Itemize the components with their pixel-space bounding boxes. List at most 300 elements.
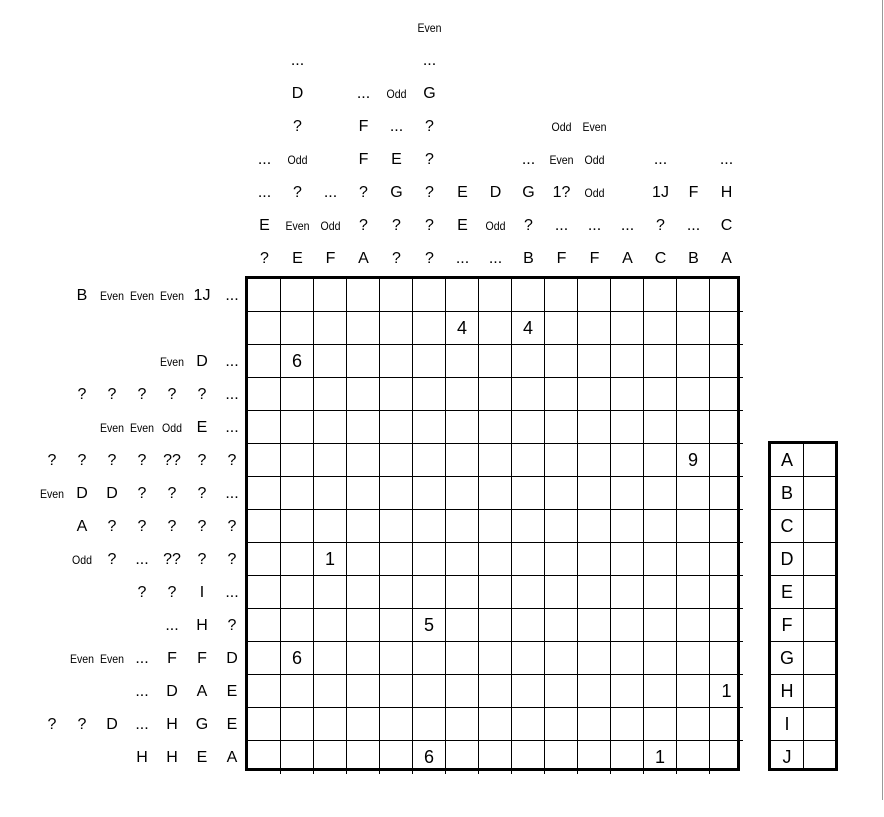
row-clue: ? [227,550,237,568]
grid-cell[interactable] [479,675,512,708]
row-clue: ? [227,616,237,634]
grid-cell[interactable] [677,444,710,477]
grid-cell[interactable] [644,411,677,444]
grid-cell[interactable] [545,477,578,510]
grid-cell[interactable] [446,609,479,642]
column-clue: ... [257,151,272,168]
column-clue: Even [285,219,310,233]
row-clue: ... [165,616,179,634]
grid-cell[interactable] [545,741,578,774]
given-number: 5 [423,614,434,635]
grid-cell[interactable] [710,576,743,609]
grid-cell[interactable] [413,345,446,378]
grid-cell[interactable] [347,609,380,642]
grid-cell[interactable] [380,741,413,774]
grid-cell[interactable] [446,279,479,312]
grid-cell[interactable] [446,477,479,510]
grid-cell[interactable] [314,642,347,675]
grid-cell[interactable] [710,444,743,477]
grid-cell[interactable] [281,378,314,411]
grid-cell[interactable] [677,741,710,774]
grid-cell[interactable] [545,609,578,642]
column-clue: F [358,151,369,168]
grid-cell[interactable] [611,741,644,774]
answer-input-cell[interactable] [804,510,835,543]
grid-cell[interactable] [314,675,347,708]
row-clue: Even [159,354,185,369]
grid-cell[interactable] [413,609,446,642]
row-clue: A [226,748,238,766]
grid-cell[interactable] [248,279,281,312]
given-number: 6 [291,350,302,371]
grid-cell[interactable] [413,378,446,411]
grid-cell[interactable] [710,543,743,576]
grid-cell[interactable] [710,378,743,411]
answer-label: D [771,543,803,576]
grid-cell[interactable] [446,312,479,345]
answer-label: A [771,444,803,477]
grid-cell[interactable] [545,378,578,411]
grid-cell[interactable] [248,411,281,444]
row-clue: ? [227,517,237,535]
grid-cell[interactable] [347,642,380,675]
column-clue: ... [290,52,305,69]
column-clue: Even [582,120,607,134]
grid-cell[interactable] [578,279,611,312]
grid-cell[interactable] [413,312,446,345]
column-clue: Even [417,21,442,35]
grid-cell[interactable] [644,477,677,510]
column-clue: ... [422,52,437,69]
grid-cell[interactable] [578,411,611,444]
grid-cell[interactable] [512,708,545,741]
grid-cell[interactable] [347,675,380,708]
answer-input-cell[interactable] [804,642,835,675]
grid-cell[interactable] [281,543,314,576]
column-clue: F [688,184,699,201]
answer-input-cell[interactable] [804,675,835,708]
grid-cell[interactable] [644,279,677,312]
answer-input-cell[interactable] [804,543,835,576]
column-clue: G [390,184,403,201]
grid-cell[interactable] [578,312,611,345]
column-clue: A [721,250,732,267]
grid-cell[interactable] [677,609,710,642]
grid-cell[interactable] [380,543,413,576]
grid-cell[interactable] [314,279,347,312]
answer-panel [768,441,838,771]
grid-cell[interactable] [281,609,314,642]
grid-cell[interactable] [512,312,545,345]
grid-cell[interactable] [446,675,479,708]
grid-cell[interactable] [611,609,644,642]
grid-cell[interactable] [578,642,611,675]
grid-cell[interactable] [314,741,347,774]
grid-cell[interactable] [710,411,743,444]
grid-cell[interactable] [710,708,743,741]
grid-cell[interactable] [644,378,677,411]
grid-cell[interactable] [314,609,347,642]
grid-cell[interactable] [413,741,446,774]
grid-cell[interactable] [644,345,677,378]
row-clue: ... [135,682,149,700]
grid-cell[interactable] [479,279,512,312]
grid-cell[interactable] [281,510,314,543]
answer-label: F [771,609,803,642]
grid-cell[interactable] [281,576,314,609]
grid-cell[interactable] [479,609,512,642]
grid-cell[interactable] [380,279,413,312]
grid-cell[interactable] [611,642,644,675]
grid-cell[interactable] [644,609,677,642]
grid-cell[interactable] [677,411,710,444]
grid-cell[interactable] [479,378,512,411]
grid-cell[interactable] [611,345,644,378]
grid-cell[interactable] [578,378,611,411]
grid-cell[interactable] [644,312,677,345]
row-clue: F [197,649,207,667]
grid-cell[interactable] [611,543,644,576]
grid-cell[interactable] [611,411,644,444]
grid-cell[interactable] [314,411,347,444]
grid-cell[interactable] [479,708,512,741]
grid-cell[interactable] [677,510,710,543]
grid-cell[interactable] [446,510,479,543]
row-clue: ? [77,385,87,403]
column-clue: G [423,85,436,102]
grid-cell[interactable] [248,543,281,576]
grid-cell[interactable] [413,279,446,312]
grid-cell[interactable] [611,312,644,345]
grid-cell[interactable] [347,279,380,312]
grid-cell[interactable] [248,378,281,411]
grid-cell[interactable] [281,708,314,741]
grid-cell[interactable] [314,576,347,609]
answer-input-cell[interactable] [804,576,835,609]
column-clue: 1? [552,184,571,201]
grid-cell[interactable] [446,642,479,675]
grid-cell[interactable] [512,510,545,543]
grid-cell[interactable] [578,477,611,510]
row-clue: ? [107,385,117,403]
grid-cell[interactable] [578,345,611,378]
grid-cell[interactable] [611,510,644,543]
grid-cell[interactable] [347,708,380,741]
grid-cell[interactable] [545,510,578,543]
grid-cell[interactable] [314,708,347,741]
grid-cell[interactable] [611,378,644,411]
grid-cell[interactable] [446,708,479,741]
grid-cell[interactable] [545,642,578,675]
grid-cell[interactable] [512,576,545,609]
grid-cell[interactable] [347,510,380,543]
grid-cell[interactable] [413,444,446,477]
grid-cell[interactable] [611,708,644,741]
grid-cell[interactable] [314,477,347,510]
grid-cell[interactable] [281,675,314,708]
grid-cell[interactable] [314,345,347,378]
grid-cell[interactable] [512,345,545,378]
row-clue: ? [167,385,177,403]
grid-cell[interactable] [578,576,611,609]
grid-cell[interactable] [578,741,611,774]
grid-cell[interactable] [512,279,545,312]
grid-cell[interactable] [281,477,314,510]
answer-input-cell[interactable] [804,609,835,642]
grid-cell[interactable] [644,642,677,675]
answer-label: H [771,675,803,708]
grid-cell[interactable] [512,609,545,642]
row-clue: I [199,583,205,601]
grid-cell[interactable] [281,279,314,312]
grid-cell[interactable] [347,576,380,609]
grid-cell[interactable] [446,345,479,378]
grid-cell[interactable] [710,675,743,708]
grid-cell[interactable] [380,444,413,477]
grid-cell[interactable] [677,543,710,576]
grid-cell[interactable] [545,411,578,444]
grid-cell[interactable] [512,378,545,411]
answer-input-cell[interactable] [804,741,835,774]
grid-cell[interactable] [479,510,512,543]
row-clue: H [196,616,208,634]
grid-cell[interactable] [380,510,413,543]
grid-cell[interactable] [446,576,479,609]
grid-cell[interactable] [347,543,380,576]
grid-cell[interactable] [380,576,413,609]
row-clue: E [196,418,208,436]
grid-cell[interactable] [248,675,281,708]
grid-cell[interactable] [677,675,710,708]
grid-cell[interactable] [545,312,578,345]
column-clue: 1J [652,184,669,201]
column-clue: Odd [320,219,341,233]
grid-cell[interactable] [512,675,545,708]
grid-cell[interactable] [677,279,710,312]
grid-cell[interactable] [248,708,281,741]
grid-cell[interactable] [446,411,479,444]
grid-cell[interactable] [479,444,512,477]
grid-cell[interactable] [644,510,677,543]
answer-input-cell[interactable] [804,444,835,477]
row-clue: Even [39,486,65,501]
given-number: 9 [687,449,698,470]
grid-cell[interactable] [446,543,479,576]
row-clue: ? [107,451,117,469]
grid-cell[interactable] [314,543,347,576]
grid-cell[interactable] [479,411,512,444]
grid-cell[interactable] [545,576,578,609]
grid-cell[interactable] [677,576,710,609]
grid-cell[interactable] [380,609,413,642]
grid-cell[interactable] [710,510,743,543]
grid-cell[interactable] [380,708,413,741]
grid-cell[interactable] [347,378,380,411]
column-clue: F [325,250,336,267]
row-clue: ... [225,484,239,502]
grid-cell[interactable] [347,477,380,510]
grid-cell[interactable] [644,675,677,708]
grid-cell[interactable] [281,642,314,675]
page-right-border [882,0,883,800]
grid-cell[interactable] [710,642,743,675]
grid-cell[interactable] [314,510,347,543]
grid-cell[interactable] [413,708,446,741]
grid-cell[interactable] [611,576,644,609]
puzzle-grid [245,276,740,771]
grid-cell[interactable] [281,444,314,477]
grid-cell[interactable] [281,411,314,444]
grid-cell[interactable] [380,411,413,444]
grid-cell[interactable] [644,444,677,477]
grid-cell[interactable] [479,345,512,378]
grid-cell[interactable] [314,444,347,477]
grid-cell[interactable] [413,576,446,609]
grid-cell[interactable] [248,312,281,345]
grid-cell[interactable] [479,312,512,345]
grid-cell[interactable] [314,378,347,411]
grid-cell[interactable] [446,444,479,477]
grid-cell[interactable] [512,477,545,510]
column-clue: A [358,250,369,267]
grid-cell[interactable] [677,378,710,411]
row-clue: Odd [72,552,92,567]
grid-cell[interactable] [677,345,710,378]
grid-cell[interactable] [512,411,545,444]
grid-cell[interactable] [578,510,611,543]
grid-cell[interactable] [644,543,677,576]
column-clue: F [556,250,567,267]
grid-cell[interactable] [446,741,479,774]
grid-cell[interactable] [248,477,281,510]
grid-cell[interactable] [677,477,710,510]
grid-cell[interactable] [248,741,281,774]
column-clue: ? [260,250,269,267]
grid-cell[interactable] [479,741,512,774]
grid-cell[interactable] [248,576,281,609]
grid-cell[interactable] [380,312,413,345]
grid-cell[interactable] [380,378,413,411]
answer-input-cell[interactable] [804,477,835,510]
row-clue: ... [225,286,239,304]
grid-cell[interactable] [512,642,545,675]
grid-cell[interactable] [578,609,611,642]
grid-cell[interactable] [611,477,644,510]
grid-cell[interactable] [545,543,578,576]
grid-cell[interactable] [578,708,611,741]
grid-cell[interactable] [248,444,281,477]
grid-cell[interactable] [413,477,446,510]
grid-cell[interactable] [611,675,644,708]
grid-cell[interactable] [512,741,545,774]
grid-cell[interactable] [710,312,743,345]
grid-cell[interactable] [545,675,578,708]
grid-cell[interactable] [479,576,512,609]
grid-cell[interactable] [281,741,314,774]
grid-cell[interactable] [380,675,413,708]
grid-cell[interactable] [578,543,611,576]
grid-cell[interactable] [644,576,677,609]
grid-cell[interactable] [677,708,710,741]
grid-cell[interactable] [413,642,446,675]
grid-cell[interactable] [710,477,743,510]
grid-cell[interactable] [413,510,446,543]
row-clue: ? [167,484,177,502]
grid-cell[interactable] [446,378,479,411]
grid-cell[interactable] [281,345,314,378]
grid-cell[interactable] [611,444,644,477]
grid-cell[interactable] [347,411,380,444]
grid-cell[interactable] [710,609,743,642]
grid-cell[interactable] [677,642,710,675]
row-clue: ? [197,484,207,502]
grid-cell[interactable] [347,312,380,345]
grid-cell[interactable] [545,708,578,741]
grid-cell[interactable] [347,741,380,774]
grid-cell[interactable] [314,312,347,345]
grid-cell[interactable] [644,708,677,741]
grid-cell[interactable] [545,444,578,477]
row-clue: H [166,748,178,766]
row-clue: E [226,682,238,700]
grid-cell[interactable] [248,345,281,378]
grid-cell[interactable] [611,279,644,312]
row-clue: Even [99,288,125,303]
grid-cell[interactable] [413,411,446,444]
grid-cell[interactable] [413,675,446,708]
grid-cell[interactable] [512,444,545,477]
given-number: 6 [291,647,302,668]
grid-cell[interactable] [248,609,281,642]
grid-cell[interactable] [281,312,314,345]
grid-cell[interactable] [710,345,743,378]
row-clue: ... [225,352,239,370]
column-clue: Odd [584,186,605,200]
grid-cell[interactable] [710,741,743,774]
grid-cell[interactable] [413,543,446,576]
grid-cell[interactable] [380,477,413,510]
grid-cell[interactable] [347,345,380,378]
grid-cell[interactable] [677,312,710,345]
row-clue: ?? [163,451,181,469]
grid-cell[interactable] [248,642,281,675]
column-clue: ... [389,118,404,135]
grid-cell[interactable] [644,741,677,774]
row-clue: ? [197,517,207,535]
grid-cell[interactable] [479,477,512,510]
column-clue: D [291,85,304,102]
grid-cell[interactable] [380,642,413,675]
answer-input-cell[interactable] [804,708,835,741]
column-clue: F [589,250,600,267]
column-clue: D [489,184,502,201]
grid-cell[interactable] [347,444,380,477]
grid-cell[interactable] [512,543,545,576]
grid-cell[interactable] [479,543,512,576]
grid-cell[interactable] [710,279,743,312]
column-clue: B [688,250,699,267]
grid-cell[interactable] [578,675,611,708]
grid-cell[interactable] [380,345,413,378]
column-clue: F [358,118,369,135]
grid-cell[interactable] [479,642,512,675]
grid-cell[interactable] [578,444,611,477]
answer-label: J [782,747,792,767]
column-clue: G [522,184,535,201]
grid-cell[interactable] [545,279,578,312]
grid-cell[interactable] [545,345,578,378]
grid-cell[interactable] [248,510,281,543]
